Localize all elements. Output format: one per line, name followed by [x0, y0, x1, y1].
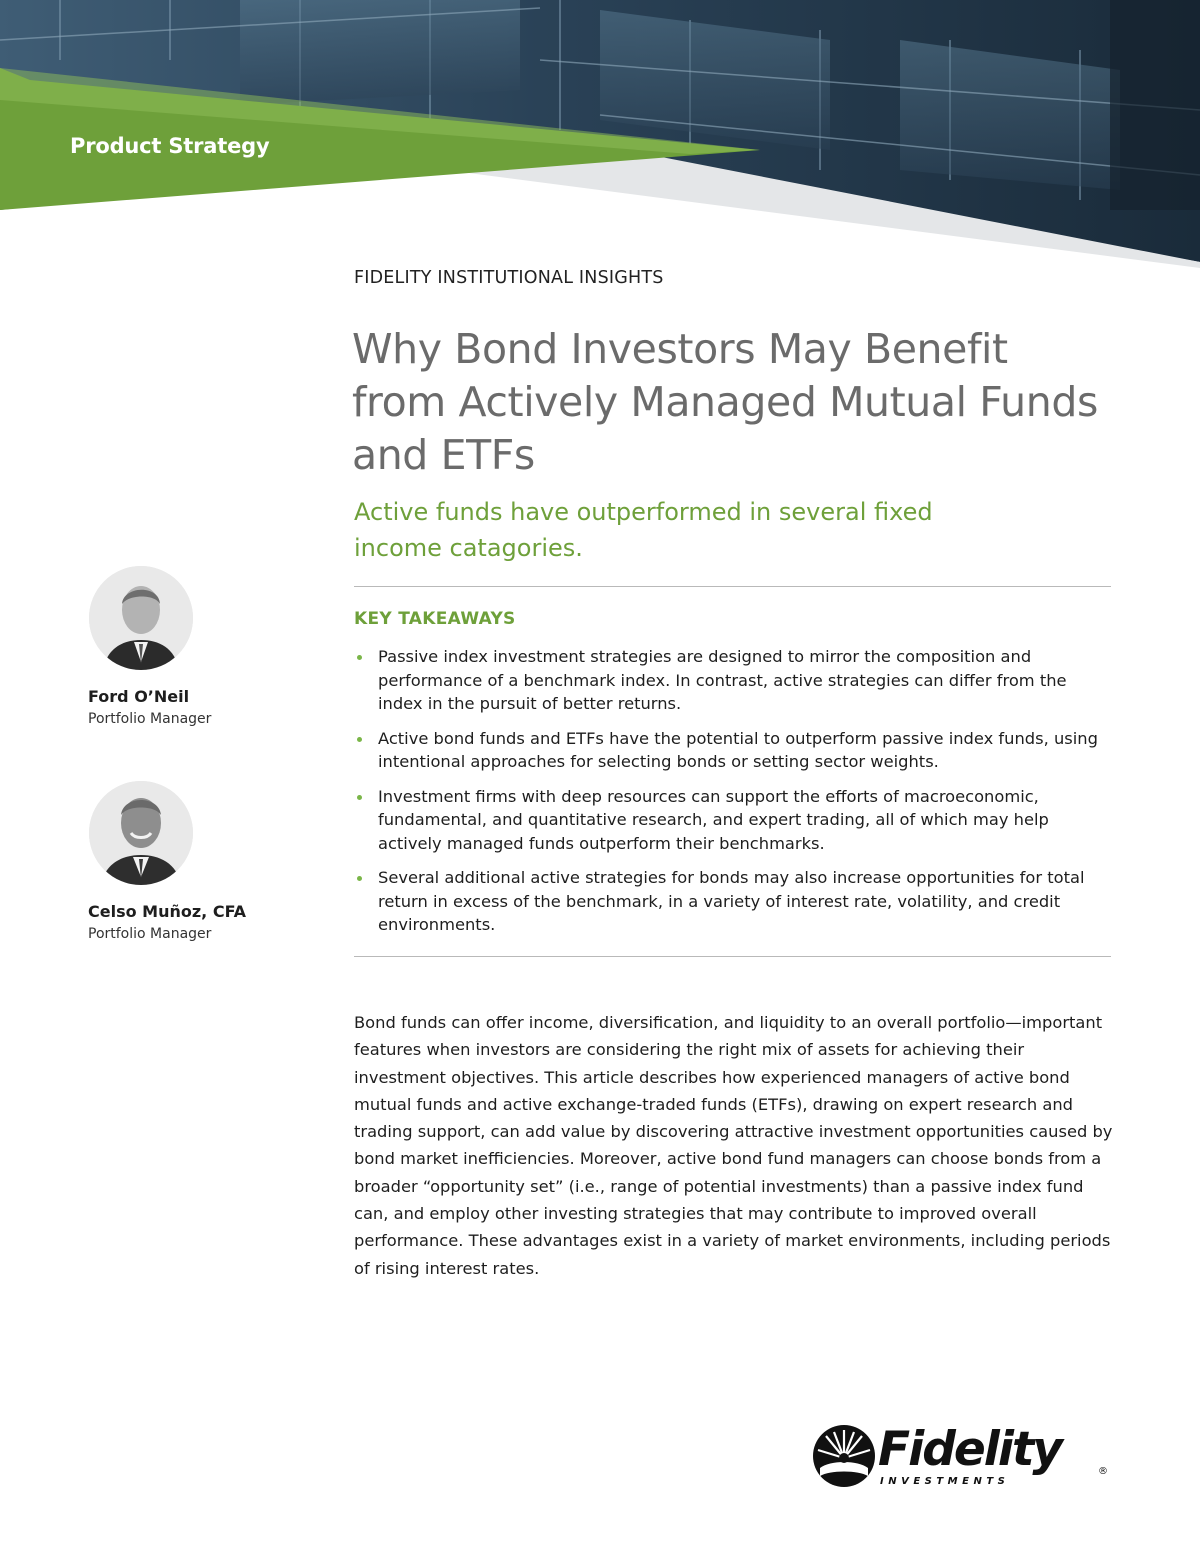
- author-name: Celso Muñoz, CFA: [88, 902, 247, 921]
- section-label: Product Strategy: [70, 134, 270, 158]
- author-role: Portfolio Manager: [88, 926, 212, 942]
- bullet-icon: [357, 655, 362, 660]
- author-role: Portfolio Manager: [88, 711, 212, 727]
- divider: [354, 586, 1111, 587]
- divider: [354, 956, 1111, 957]
- author-photo: [89, 781, 193, 885]
- registered-mark: ®: [1098, 1466, 1108, 1477]
- takeaway-item: [354, 727, 1111, 774]
- author-name: Ford O’Neil: [88, 687, 190, 706]
- bullet-icon: [357, 876, 362, 881]
- takeaway-item: [354, 645, 1111, 716]
- logo-subtitle: INVESTMENTS: [880, 1476, 1010, 1487]
- author-card: [88, 566, 211, 727]
- takeaway-item: [354, 866, 1111, 937]
- fidelity-logo: [812, 1422, 1117, 1494]
- takeaway-item: [354, 785, 1111, 856]
- takeaway-text: Investment firms with deep resources can support the efforts of macroeconomic, fundamental, and quantitative research, and expert trading, all of which may help actively managed funds outperform their benchmarks.: [378, 786, 1049, 853]
- logo-wordmark: Fidelity: [878, 1422, 1062, 1477]
- takeaway-text: Active bond funds and ETFs have the potential to outperform passive index funds, using intentional approaches for selecting bonds or setting sector weights.: [378, 728, 1098, 771]
- publication-kicker: FIDELITY INSTITUTIONAL INSIGHTS: [354, 268, 664, 288]
- author-photo: [89, 566, 193, 670]
- key-takeaways-list: [354, 645, 1111, 948]
- fidelity-sunburst-icon: [812, 1424, 876, 1488]
- takeaway-text: Passive index investment strategies are designed to mirror the composition and performance of a benchmark index. In contrast, active strategies can differ from the index in the pursuit of better returns.: [378, 647, 1067, 713]
- article-title: Why Bond Investors May Benefit from Actively Managed Mutual Funds and ETFs: [352, 325, 1098, 479]
- author-card: [88, 781, 246, 942]
- bullet-icon: [357, 737, 362, 742]
- bullet-icon: [357, 795, 362, 800]
- key-takeaways-heading: KEY TAKEAWAYS: [354, 609, 516, 629]
- takeaway-text: Several additional active strategies for bonds may also increase opportunities for total return in excess of the benchmark, in a variety of interest rate, volatility, and credit environments.: [378, 868, 1085, 934]
- article-subtitle: Active funds have outperformed in several fixed income catagories.: [354, 498, 933, 562]
- article-body: Bond funds can offer income, diversification, and liquidity to an overall portfolio—important features when investors are considering the right mix of assets for achieving their investment objectives. This article describes how experienced managers of active bond mutual funds and active exchange-traded funds (ETFs), drawing on expert research and trading support, can add value by discovering attractive investment opportunities caused by bond market inefficiencies. Moreover, active bond fund managers can choose bonds from a broader “opportunity set” (i.e., range of potential investments) than a passive index fund can, and employ other investing strategies that may contribute to improved overall performance. These advantages exist in a variety of market environments, including periods of rising interest rates.: [354, 1013, 1113, 1278]
